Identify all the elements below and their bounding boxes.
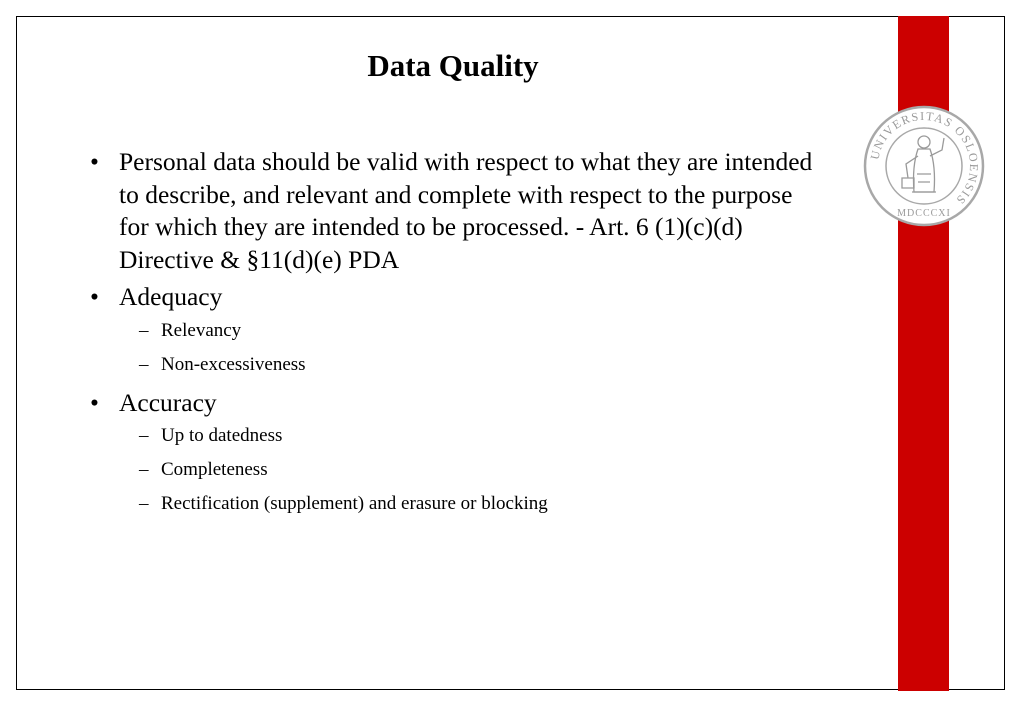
sub-bullet-item bbox=[90, 319, 820, 343]
dash-icon: – bbox=[139, 459, 149, 480]
dash-icon: – bbox=[139, 493, 149, 514]
sub-bullet-item bbox=[90, 353, 820, 377]
sub-bullet-text: Up to datedness bbox=[161, 425, 283, 446]
svg-text:UNIVERSITAS OSLOENSIS: UNIVERSITAS OSLOENSIS bbox=[867, 108, 982, 208]
svg-text:MDCCCXI: MDCCCXI bbox=[897, 208, 951, 219]
dash-icon: – bbox=[139, 353, 149, 375]
bullet-icon: • bbox=[90, 147, 99, 176]
slide-body bbox=[90, 146, 820, 526]
slide-title: Data Quality bbox=[367, 48, 539, 83]
dash-icon: – bbox=[139, 425, 149, 446]
bullet-icon: • bbox=[90, 282, 99, 311]
bullet-text: Adequacy bbox=[119, 282, 223, 311]
sub-bullet-item bbox=[90, 458, 820, 482]
sub-bullet-text: Completeness bbox=[161, 459, 268, 480]
sub-bullet-text: Relevancy bbox=[161, 319, 242, 341]
dash-icon: – bbox=[139, 319, 149, 341]
bullet-icon: • bbox=[90, 387, 99, 417]
bullet-item bbox=[90, 281, 820, 314]
bullet-text: Personal data should be valid with respect to what they are intended to describe, and relevant and complete with respect to the purpose for which they are intended to be processed. - Art. 6 (1)(c)(d) Directive & §11(d)(e) PDA bbox=[119, 147, 813, 274]
bullet-item bbox=[90, 387, 820, 420]
sub-bullet-text: Non-excessiveness bbox=[161, 353, 306, 375]
sub-bullet-item bbox=[90, 424, 820, 448]
university-seal-icon bbox=[862, 104, 986, 228]
sub-bullet-text: Rectification (supplement) and erasure or blocking bbox=[161, 493, 548, 514]
bullet-text: Accuracy bbox=[119, 387, 217, 417]
sub-bullet-item bbox=[90, 492, 820, 516]
bullet-item bbox=[90, 146, 820, 276]
